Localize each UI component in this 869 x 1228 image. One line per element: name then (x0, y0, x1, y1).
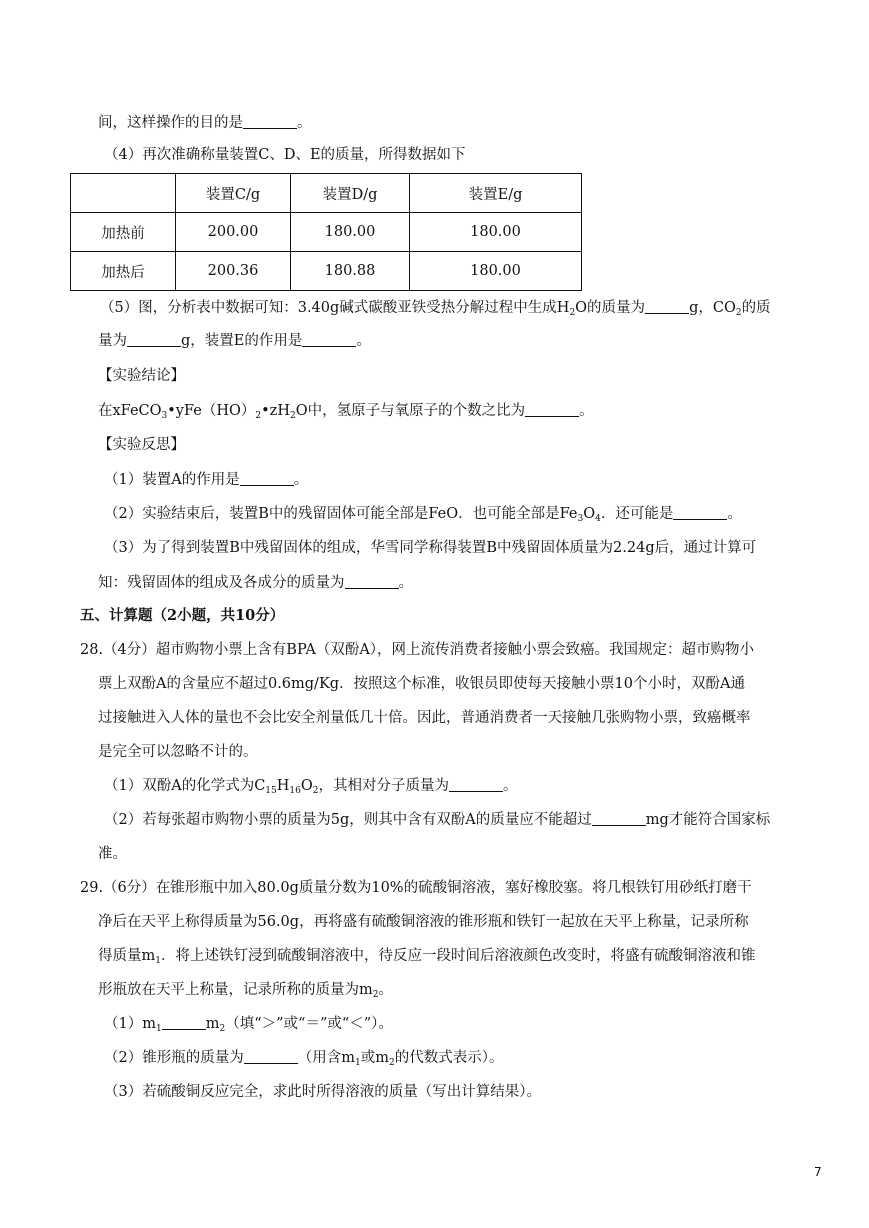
answer-blank[interactable] (244, 1049, 298, 1064)
text-line: （3）若硫酸铜反应完全，求此时所得溶液的质量（写出计算结果）。 (104, 1084, 541, 1100)
text-line: 准。 (98, 846, 127, 862)
text-line: $(1)m_1$ $m_2$（填“＞”或“＝”或“＜”）。 (104, 1016, 393, 1034)
answer-blank[interactable] (127, 332, 181, 347)
answer-blank[interactable] (240, 471, 294, 486)
text-line: （2）实验结束后，装置B中的残留固体可能全部是FeO．也可能全部是$Fe_3O_4$．还可能是 。 (104, 506, 742, 524)
answer-blank[interactable] (243, 114, 297, 129)
answer-blank[interactable] (592, 811, 646, 826)
data-table (70, 173, 582, 291)
answer-blank[interactable] (345, 574, 399, 589)
answer-blank[interactable] (162, 1015, 206, 1030)
text-line: （1）装置A的作用是 。 (104, 472, 309, 488)
text-line: 净后在天平上称得质量为56.0g，再将盛有硫酸铜溶液的锥形瓶和铁钉一起放在天平上称量，记录所称 (98, 914, 749, 930)
text-line: 是完全可以忽略不计的。 (98, 744, 258, 760)
answer-blank[interactable] (645, 299, 689, 314)
question-29: 29.（6分）在锥形瓶中加入80.0g质量分数为10%的硫酸铜溶液，塞好橡胶塞。将几根铁钉用砂纸打磨干 (80, 880, 752, 896)
text-line: （4）再次准确称量装置C、D、E的质量，所得数据如下 (104, 147, 466, 163)
text-line: （5）图，分析表中数据可知：3.40g碱式碳酸亚铁受热分解过程中生成$H_2O$的质量为 g，$CO_2$的质 (100, 300, 771, 318)
table-header-row: 装置C/g 装置D/g 装置E/g (71, 174, 582, 213)
text-line: 形瓶放在天平上称量，记录所称的质量为$m_2$。 (98, 982, 393, 1000)
page-number: 7 (814, 1165, 822, 1179)
text-line: （1）双酚A的化学式为$C_{15}H_{16}O_2$，其相对分子质量为 。 (104, 778, 518, 796)
table-row: 加热前 200.00 180.00 180.00 (71, 213, 582, 252)
table-row: 加热后 200.36 180.88 180.00 (71, 252, 582, 291)
answer-blank[interactable] (525, 402, 579, 417)
text-line: 在$xFeCO_3•yFe(HO)_2•zH_2O$中，氢原子与氧原子的个数之比为 。 (98, 403, 594, 421)
text-line: 票上双酚A的含量应不超过0.6mg/Kg．按照这个标准，收银员即使每天接触小票10个小时，双酚A通 (98, 676, 745, 692)
text-line: 得质量$m_1$．将上述铁钉浸到硫酸铜溶液中，待反应一段时间后溶液颜色改变时，将盛有硫酸铜溶液和锥 (98, 948, 756, 966)
answer-blank[interactable] (449, 777, 503, 792)
text-line: 知：残留固体的组成及各成分的质量为 。 (98, 575, 413, 591)
answer-blank[interactable] (673, 505, 727, 520)
section-heading: 【实验反思】 (98, 437, 185, 453)
question-28: 28.（4分）超市购物小票上含有BPA（双酚A），网上流传消费者接触小票会致癌。我国规定：超市购物小 (80, 642, 755, 658)
section-title: 五、计算题（2小题，共10分） (80, 607, 285, 624)
text-line: （2）锥形瓶的质量为 （用含$m_1$或$m_2$的代数式表示）。 (104, 1050, 504, 1068)
text-line: （2）若每张超市购物小票的质量为5g，则其中含有双酚A的质量应不能超过 mg才能符合国家标 (104, 812, 771, 828)
text-line: 间，这样操作的目的是 。 (98, 115, 312, 131)
text-line: 量为 g，装置E的作用是 。 (98, 333, 371, 349)
text-line: 过接触进入人体的量也不会比安全剂量低几十倍。因此，普通消费者一天接触几张购物小票，致癌概率 (98, 710, 751, 726)
text-line: （3）为了得到装置B中残留固体的组成，华雪同学称得装置B中残留固体质量为2.24g后，通过计算可 (104, 540, 757, 556)
answer-blank[interactable] (302, 332, 356, 347)
section-heading: 【实验结论】 (98, 368, 185, 384)
